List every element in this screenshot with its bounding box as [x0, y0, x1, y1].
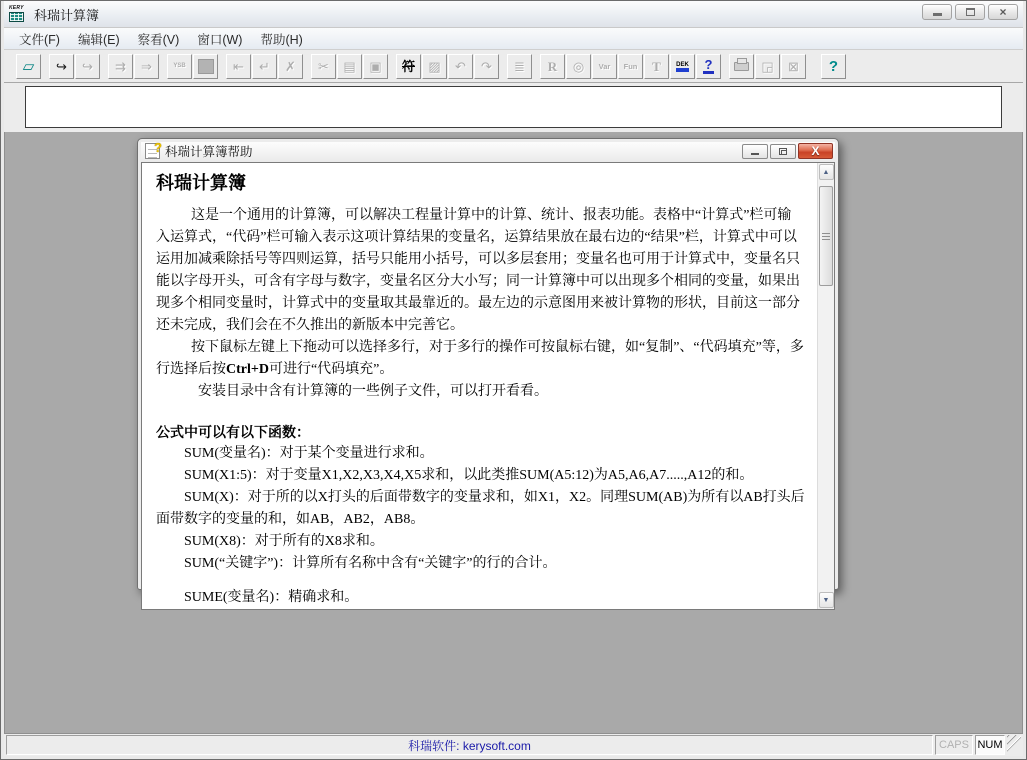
dek-icon: DEK [676, 60, 689, 72]
vertical-scrollbar[interactable] [817, 163, 834, 609]
print-preview-button[interactable] [755, 54, 780, 79]
dialog-maximize-icon [779, 148, 787, 155]
menu-window[interactable]: 窗口(W) [197, 32, 243, 47]
dialog-close-icon: X [811, 144, 820, 158]
copy-button[interactable] [337, 54, 362, 79]
help-question-icon: ? [154, 140, 162, 155]
minimize-button[interactable] [922, 4, 952, 20]
new-sheet-icon: ⇒ [141, 58, 152, 74]
dialog-close-button[interactable] [798, 143, 833, 159]
new-file-icon: ▱ [22, 57, 35, 75]
caps-indicator: CAPS [935, 735, 973, 755]
scroll-thumb[interactable] [819, 186, 833, 286]
minimize-icon [933, 13, 942, 16]
delete-row-icon: ✗ [285, 58, 296, 74]
redo-icon: ↷ [481, 58, 492, 74]
status-message: 科瑞软件: kerysoft.com [6, 735, 933, 755]
help-heading: 科瑞计算簿 [156, 173, 246, 193]
window-controls [919, 1, 1018, 27]
help-dialog-title: 科瑞计算簿帮助 [165, 145, 253, 159]
add-sheet-icon: ↪ [82, 58, 93, 74]
help-paragraph-2 [156, 337, 805, 381]
function-line-3: SUM(X)：对于所的以X打头的后面带数字的变量求和，如X1，X2。同理SUM(AB)为所有以AB打头后面带数字的变量的和，如AB，AB2，AB8。 [156, 490, 805, 527]
maximize-icon [966, 8, 975, 16]
properties-button[interactable] [507, 54, 532, 79]
scroll-grip-icon [822, 232, 830, 240]
window-title: 科瑞计算簿 [34, 7, 100, 23]
functions-icon: Fun [623, 61, 638, 71]
dialog-minimize-icon [751, 153, 759, 155]
close-grid-icon: ⊠ [788, 58, 799, 74]
help-topics-button[interactable] [696, 54, 721, 79]
help-paragraph-2-pre: 按下鼠标左键上下拖动可以选择多行，对于多行的操作可按鼠标右键，如“复制”、“代码填充”等，多行选择后按 [156, 340, 804, 377]
app-icon-kery-text: KERY [9, 5, 24, 11]
refresh-button[interactable] [566, 54, 591, 79]
help-dialog-body [141, 162, 835, 610]
delete-row-button[interactable] [278, 54, 303, 79]
menu-file[interactable]: 文件(F) [19, 32, 60, 47]
help-dialog [137, 138, 839, 605]
formula-area [4, 83, 1023, 132]
help-dialog-controls [740, 143, 833, 159]
function-line-6: SUME(变量名)：精确求和。 [184, 590, 359, 605]
functions-button[interactable] [618, 54, 643, 79]
menu-bar [4, 28, 1023, 50]
text-tool-button[interactable] [644, 54, 669, 79]
ysb-button[interactable] [167, 54, 192, 79]
menu-help[interactable]: 帮助(H) [260, 32, 303, 47]
menu-edit[interactable]: 编辑(E) [77, 32, 120, 47]
status-bar [4, 734, 1023, 756]
copy-sheet-icon: ⇉ [115, 58, 126, 74]
close-grid-button[interactable] [781, 54, 806, 79]
refresh-icon: ◎ [572, 58, 585, 74]
text-tool-icon: T [652, 58, 661, 74]
formula-input[interactable] [25, 86, 1002, 128]
help-document-icon [145, 140, 162, 159]
properties-icon: ≣ [514, 58, 525, 74]
cut-icon: ✂ [318, 58, 329, 74]
symbol-fill-icon: 符 [401, 58, 415, 74]
help-dialog-title-bar[interactable] [141, 142, 835, 162]
paste-button[interactable] [363, 54, 388, 79]
add-sheet-button[interactable] [75, 54, 100, 79]
new-file-button[interactable] [16, 54, 41, 79]
stamp-fill-button[interactable] [422, 54, 447, 79]
resize-grip[interactable] [1007, 735, 1021, 755]
help-paragraph-2-shortcut: Ctrl+D [226, 362, 269, 377]
help-paragraph-3: 安装目录中含有计算簿的一些例子文件，可以打开看看。 [198, 384, 548, 399]
dialog-minimize-button[interactable] [742, 144, 768, 159]
app-icon [9, 5, 29, 23]
help-paragraph-1: 这是一个通用的计算簿，可以解决工程量计算中的计算、统计、报表功能。表格中“计算式”栏可输入运算式，“代码”栏可输入表示这项计算结果的变量名，运算结果放在最右边的“结果”栏，计算式中可以运用加减乘除括号等四则运算，括号只能用小括号，可以多层套用；变量名也可用于计算式中，变量名只能以字母开头，可含有字母与数字，变量名区分大小写；同一计算簿中可以出现多个相同的变量，如果出现多个相同变量时，计算式中的变量取其最靠近的。最左边的示意图用来被计算物的形状，目前这一部分还未完成，我们会在不久推出的新版本中完善它。 [156, 208, 800, 333]
undo-icon: ↶ [455, 58, 466, 74]
new-sheet-button[interactable] [134, 54, 159, 79]
scroll-track[interactable] [818, 181, 835, 591]
stamp-fill-icon: ▨ [428, 58, 441, 74]
result-button[interactable] [540, 54, 565, 79]
symbol-fill-button[interactable] [396, 54, 421, 79]
open-file-icon: ↪ [56, 58, 67, 74]
help-paragraph-2-post: 可进行“代码填充”。 [268, 362, 394, 377]
print-preview-icon: ◲ [761, 58, 774, 74]
undo-button[interactable] [448, 54, 473, 79]
num-indicator: NUM [975, 735, 1005, 755]
copy-sheet-button[interactable] [108, 54, 133, 79]
variables-button[interactable] [592, 54, 617, 79]
close-icon: × [999, 5, 1007, 19]
insert-row-return-button[interactable] [252, 54, 277, 79]
toolbar [4, 50, 1023, 83]
dek-button[interactable] [670, 54, 695, 79]
insert-row-button[interactable] [226, 54, 251, 79]
copy-icon: ▤ [343, 58, 356, 74]
ysb-icon: YSB [173, 62, 186, 69]
close-button[interactable] [988, 4, 1018, 20]
question-mark-icon: ? [828, 57, 839, 75]
open-file-button[interactable] [49, 54, 74, 79]
variables-icon: Var [598, 61, 611, 71]
context-help-button[interactable] [821, 54, 846, 79]
placeholder-button[interactable] [193, 54, 218, 79]
redo-button[interactable] [474, 54, 499, 79]
function-line-5: SUM(“关键字”)：计算所有名称中含有“关键字”的行的合计。 [184, 556, 557, 571]
mdi-workspace [4, 132, 1023, 734]
insert-row-return-icon: ↵ [259, 58, 270, 74]
help-book-icon: ? [704, 57, 713, 72]
title-bar[interactable] [4, 1, 1023, 28]
cut-button[interactable] [311, 54, 336, 79]
print-icon [734, 62, 749, 71]
dialog-maximize-button[interactable] [770, 144, 796, 159]
functions-heading: 公式中可以有以下函数： [156, 424, 310, 440]
function-line-2: SUM(X1:5)：对于变量X1,X2,X3,X4,X5求和，以此类推SUM(A5:12)为A5,A6,A7.....,A12的和。 [184, 468, 754, 483]
maximize-button[interactable] [955, 4, 985, 20]
function-line-1: SUM(变量名)：对于某个变量进行求和。 [184, 446, 434, 461]
paste-icon: ▣ [369, 58, 382, 74]
scroll-up-button[interactable]: ▲ [819, 164, 834, 180]
function-line-4: SUM(X8)：对于所有的X8求和。 [184, 534, 384, 549]
result-icon: R [547, 58, 558, 74]
print-button[interactable] [729, 54, 754, 79]
blank-square-icon [198, 59, 214, 74]
menu-view[interactable]: 察看(V) [137, 32, 180, 47]
scroll-down-button[interactable]: ▼ [819, 592, 834, 608]
help-content [142, 163, 817, 609]
app-icon-grid [9, 12, 24, 22]
insert-row-icon: ⇤ [233, 58, 244, 74]
